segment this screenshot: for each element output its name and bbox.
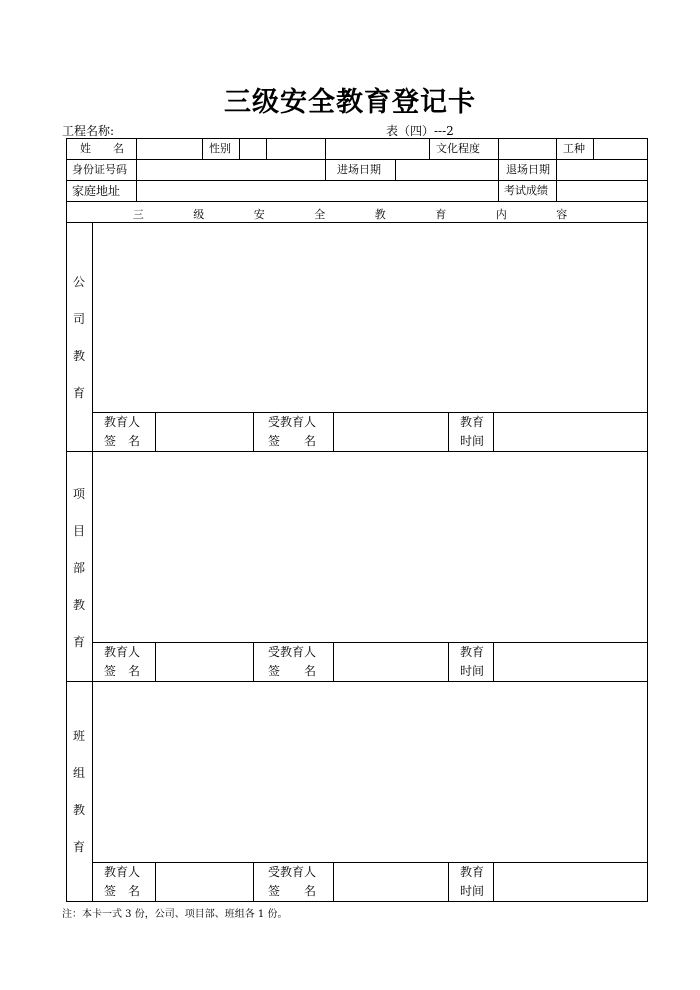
row-line: [66, 180, 648, 181]
row-line: [92, 412, 648, 413]
footnote: 注：本卡一式 3 份，公司、项目部、班组各 1 份。: [62, 909, 288, 920]
educatee-label-line2: 签 名: [268, 884, 317, 898]
col-line: [448, 642, 449, 682]
row-line: [66, 222, 648, 223]
col-line: [429, 138, 430, 160]
educator-label-line2: 签 名: [104, 434, 141, 448]
education-time-label: [460, 413, 484, 451]
educator-signature-label: [104, 643, 140, 681]
education-time-label: [460, 863, 484, 901]
education-time-label: [460, 643, 484, 681]
name-label: 姓 名: [80, 142, 124, 155]
col-line: [498, 138, 499, 160]
educator-label-line1: 教育人: [104, 645, 141, 659]
educator-label-line1: 教育人: [104, 865, 141, 879]
col-line: [333, 412, 334, 452]
section-char: 组: [72, 766, 85, 780]
section-char: 公: [72, 275, 85, 289]
educator-signature-label: [104, 863, 140, 901]
trade-label: 工种: [563, 142, 585, 155]
col-line: [155, 642, 156, 682]
educatee-signature-label: [268, 863, 316, 901]
team-education-label: [66, 727, 92, 875]
col-line: [593, 138, 594, 160]
section-char: 育: [72, 840, 85, 854]
educatee-signature-label: [268, 413, 316, 451]
gender-label: 性别: [209, 142, 231, 155]
col-line: [155, 412, 156, 452]
id-number-label: 身份证号码: [72, 163, 127, 176]
col-line: [556, 138, 557, 160]
section-char: 教: [72, 598, 85, 612]
row-line: [92, 862, 648, 863]
project-name-label: 工程名称:: [62, 124, 115, 138]
address-label: 家庭地址: [72, 184, 121, 198]
educatee-label-line2: 签 名: [268, 434, 317, 448]
project-dept-education-label: [66, 485, 92, 670]
section-char: 司: [72, 312, 85, 326]
time-label-line2: 时间: [460, 664, 485, 678]
col-line: [498, 180, 499, 202]
col-line: [556, 159, 557, 181]
col-line: [556, 180, 557, 202]
educator-signature-label: [104, 413, 140, 451]
col-line: [136, 180, 137, 202]
col-line: [202, 138, 203, 160]
col-line: [395, 159, 396, 181]
section-char: 部: [72, 561, 85, 575]
educator-label-line2: 签 名: [104, 884, 141, 898]
col-line: [498, 159, 499, 181]
col-line: [333, 642, 334, 682]
col-line: [325, 138, 326, 160]
col-line: [493, 412, 494, 452]
section-char: 项: [72, 487, 85, 501]
exam-score-label: 考试成绩: [504, 184, 548, 197]
col-line: [253, 862, 254, 902]
time-label-line1: 教育: [460, 415, 485, 429]
col-line: [448, 862, 449, 902]
col-line: [136, 159, 137, 181]
row-line: [66, 159, 648, 160]
educator-label-line2: 签 名: [104, 664, 141, 678]
col-line: [253, 412, 254, 452]
entry-date-label: 进场日期: [337, 163, 381, 176]
col-line: [448, 412, 449, 452]
educatee-label-line1: 受教育人: [268, 865, 317, 879]
educatee-signature-label: [268, 643, 316, 681]
company-education-label: [66, 273, 92, 421]
row-line: [66, 201, 648, 202]
row-line: [66, 451, 648, 452]
col-line: [253, 642, 254, 682]
time-label-line2: 时间: [460, 884, 485, 898]
section-char: 目: [72, 524, 85, 538]
form-code: 表（四）---2: [386, 124, 454, 138]
educatee-label-line1: 受教育人: [268, 415, 317, 429]
section-char: 班: [72, 729, 85, 743]
section-char: 教: [72, 349, 85, 363]
col-line: [239, 138, 240, 160]
row-line: [92, 642, 648, 643]
col-line: [493, 642, 494, 682]
col-line: [493, 862, 494, 902]
col-line: [155, 862, 156, 902]
educatee-label-line2: 签 名: [268, 664, 317, 678]
section-char: 教: [72, 803, 85, 817]
col-line: [266, 138, 267, 160]
page-title: 三级安全教育登记卡: [224, 87, 476, 118]
education-label: 文化程度: [436, 142, 480, 155]
col-line: [325, 159, 326, 181]
section-char: 育: [72, 386, 85, 400]
section-heading: 三 级 安 全 教 育 内 容: [132, 208, 582, 221]
row-line: [66, 681, 648, 682]
time-label-line2: 时间: [460, 434, 485, 448]
educator-label-line1: 教育人: [104, 415, 141, 429]
col-line: [333, 862, 334, 902]
exit-date-label: 退场日期: [506, 163, 550, 176]
time-label-line1: 教育: [460, 645, 485, 659]
col-line: [136, 138, 137, 160]
col-line: [92, 222, 93, 902]
section-char: 育: [72, 635, 85, 649]
time-label-line1: 教育: [460, 865, 485, 879]
educatee-label-line1: 受教育人: [268, 645, 317, 659]
registration-table: [66, 138, 648, 902]
